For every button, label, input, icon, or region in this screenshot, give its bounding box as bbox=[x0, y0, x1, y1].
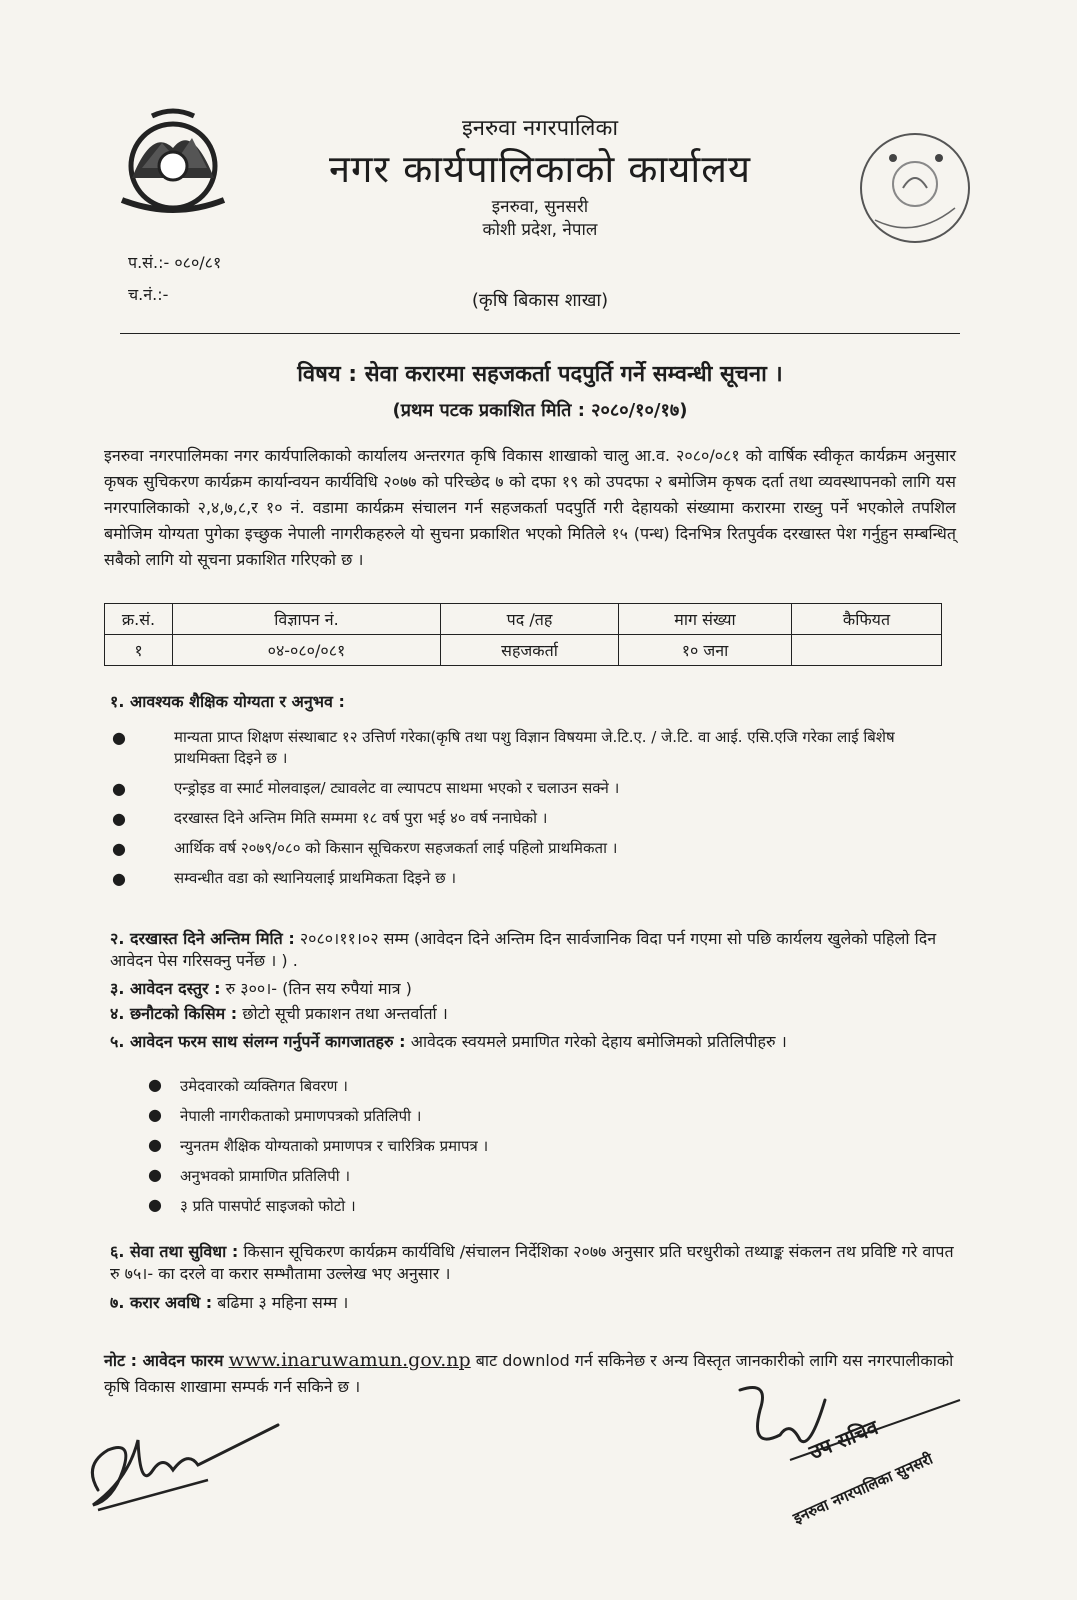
table-header: माग संख्या bbox=[619, 604, 792, 635]
list-item: ● सम्वन्धीत वडा को स्थानियलाई प्राथमिकता दिइने छ । bbox=[112, 869, 457, 888]
list-item: ● एन्ड्रोइड वा स्मार्ट मोलवाइल/ ट्यावलेट वा ल्यापटप साथमा भएको र चलाउन सक्ने । bbox=[112, 779, 620, 798]
documents-list bbox=[148, 1076, 908, 1226]
table-row bbox=[105, 635, 942, 666]
documents-label: ५. आवेदन फरम साथ संलग्न गर्नुपर्ने कागजातहरु : bbox=[110, 1032, 406, 1051]
table-header: पद /तह bbox=[441, 604, 619, 635]
selection-text: छोटो सूची प्रकाशन तथा अन्तर्वार्ता । bbox=[242, 1004, 448, 1023]
list-item: ● अनुभवको प्रामाणित प्रतिलिपी । bbox=[148, 1165, 351, 1185]
note-text: बाट downlod गर्न सकिनेछ र अन्य विस्तृत जानकारीको लागि यस नगरपालीकाको कृषि विकास शाखामा सम्पर्क गर्न सकिने छ । bbox=[104, 1351, 954, 1396]
bullet-icon: ● bbox=[148, 1135, 162, 1154]
patra-sankhya: प.सं.:- ०८०/८१ bbox=[128, 253, 222, 272]
vacancy-table bbox=[104, 603, 942, 666]
list-item: ● आर्थिक वर्ष २०७९/०८० को किसान सूचिकरण सहजकर्ता लाई पहिलो प्राथमिकता । bbox=[112, 839, 618, 858]
table-header: कैफियत bbox=[792, 604, 942, 635]
documents-text: आवेदक स्वयमले प्रमाणित गरेको देहाय बमोजिमको प्रतिलिपीहरु । bbox=[410, 1032, 787, 1051]
table-header: विज्ञापन नं. bbox=[173, 604, 441, 635]
bullet-icon: ● bbox=[112, 809, 126, 828]
selection-label: ४. छनौटको किसिम : bbox=[110, 1004, 238, 1023]
fee-text: रु ३००।- (तिन सय रुपैयां मात्र ) bbox=[225, 979, 412, 998]
website-link[interactable]: www.inaruwamun.gov.np bbox=[228, 1349, 471, 1371]
list-item: ● उमेदवारको व्यक्तिगत बिवरण । bbox=[148, 1075, 348, 1095]
published-date: (प्रथम पटक प्रकाशित मिति : २०८०/१०/१७) bbox=[392, 400, 688, 421]
bullet-icon: ● bbox=[148, 1165, 162, 1184]
stamp-title: उप सचिव bbox=[805, 1414, 882, 1465]
deadline-item bbox=[110, 928, 960, 972]
fee-item bbox=[110, 978, 960, 1000]
qualification-heading: १. आवश्यक शैक्षिक योग्यता र अनुभव : bbox=[110, 692, 345, 711]
qualification-list bbox=[112, 727, 952, 898]
list-item: ● मान्यता प्राप्त शिक्षण संस्थाबाट १२ उत्तिर्ण गरेका(कृषि तथा पशु विज्ञान विषयमा जे.टि.ए. / जे.टि. वा आई. एसि.एजि गरेका लाई बिशेष प्राथमिक्ता दिइने छ । bbox=[112, 728, 895, 767]
list-item: ● दरखास्त दिने अन्तिम मिति सम्ममा १८ वर्ष पुरा भई ४० वर्ष ननाघेको । bbox=[112, 809, 548, 828]
note-prefix: नोट : आवेदन फारम bbox=[104, 1351, 224, 1370]
deadline-text: २०८०।११।०२ सम्म (आवेदन दिने अन्तिम दिन सार्वजानिक विदा पर्न गएमा सो पछि कार्यलय खुलेको पहिलो दिन आवेदन पेस गरिसक्नु पर्नेछ । ) . bbox=[110, 929, 937, 970]
bullet-icon: ● bbox=[112, 839, 126, 858]
list-item: ● नेपाली नागरीकताको प्रमाणपत्रको प्रतिलिपी । bbox=[148, 1105, 422, 1125]
nepal-emblem-icon bbox=[112, 108, 234, 220]
table-cell: सहजकर्ता bbox=[441, 635, 619, 666]
table-cell: ०४-०८०/०८१ bbox=[173, 635, 441, 666]
fee-label: ३. आवेदन दस्तुर : bbox=[110, 979, 221, 998]
table-cell bbox=[792, 635, 942, 666]
left-signature bbox=[78, 1410, 288, 1520]
branch-name: (कृषि बिकास शाखा) bbox=[471, 290, 609, 311]
deadline-label: २. दरखास्त दिने अन्तिम मिति : bbox=[110, 929, 295, 948]
municipality-name: इनरुवा नगरपालिका bbox=[461, 116, 619, 141]
bullet-icon: ● bbox=[148, 1105, 162, 1124]
table-cell: १ bbox=[105, 635, 173, 666]
facility-text: किसान सूचिकरण कार्यक्रम कार्यविधि /संचालन निर्देशिका २०७७ अनुसार प्रति घरधुरीको तथ्याङ्क संकलन तथ प्रविष्टि गरे वापत रु ७५।- का दरले वा करार सम्भौतामा उल्लेख भए अनुसार । bbox=[110, 1242, 954, 1283]
table-cell: १० जना bbox=[619, 635, 792, 666]
bullet-icon: ● bbox=[112, 728, 126, 747]
contract-text: बढिमा ३ महिना सम्म । bbox=[217, 1293, 349, 1312]
chalani-number: च.नं.:- bbox=[128, 285, 169, 304]
bullet-icon: ● bbox=[148, 1195, 162, 1214]
bullet-icon: ● bbox=[148, 1075, 162, 1094]
intro-paragraph: इनरुवा नगरपालिमका नगर कार्यपालिकाको कार्यालय अन्तरगत कृषि विकास शाखाको चालु आ.व. २०८०/०८१ को वार्षिक स्वीकृत कार्यक्रम अनुसार कृषक सुचिकरण कार्यक्रम कार्यान्वयन कार्यविधि २०७७ को परिच्छेद ७ को दफा १९ को उपदफा २ बमोजिम कृषक दर्ता तथा व्यवस्थापनको लागि यस नगरपालिकाको २,४,७,८,र १० नं. वडामा कार्यक्रम संचालन गर्न सहजकर्ता पदपुर्ति गरी देहायको संख्यामा करारमा राख्नु पर्ने भएकोले तपशिल बमोजिम योग्यता पुगेका इच्छुक नेपाली नागरीकहरुले यो सुचना प्रकाशित भएको मितिले १५ (पन्ध) दिनभित्र रितपुर्वक दरखास्त पेश गर्नुहुन सम्बन्धित् सबैको लागि यो सूचना प्रकाशित गरिएको छ । bbox=[104, 446, 956, 569]
selection-item bbox=[110, 1003, 960, 1025]
list-item: ● न्युनतम शैक्षिक योग्यताको प्रमाणपत्र र चारित्रिक प्रमापत्र । bbox=[148, 1135, 489, 1155]
address-line: कोशी प्रदेश, नेपाल bbox=[482, 220, 598, 240]
header-divider bbox=[120, 333, 960, 334]
facility-item bbox=[110, 1241, 960, 1285]
office-name: नगर कार्यपालिकाको कार्यालय bbox=[328, 147, 752, 191]
notice-subject: विषय : सेवा करारमा सहजकर्ता पदपुर्ति गर्ने सम्वन्धी सूचना । bbox=[297, 362, 783, 387]
contract-label: ७. करार अवधि : bbox=[110, 1293, 213, 1312]
table-header-row bbox=[105, 604, 942, 635]
contract-item bbox=[110, 1292, 960, 1314]
municipality-seal-icon bbox=[855, 128, 975, 248]
documents-item bbox=[110, 1031, 960, 1053]
stamp-subtitle: इनरुवा नगरपालिका सुनसरी bbox=[790, 1449, 936, 1528]
list-item: ● ३ प्रति पासपोर्ट साइजको फोटो । bbox=[148, 1195, 356, 1215]
table-header: क्र.सं. bbox=[105, 604, 173, 635]
office-address bbox=[300, 196, 780, 242]
facility-label: ६. सेवा तथा सुविधा : bbox=[110, 1242, 239, 1261]
bullet-icon: ● bbox=[112, 779, 126, 798]
bullet-icon: ● bbox=[112, 869, 126, 888]
address-line: इनरुवा, सुनसरी bbox=[491, 197, 589, 217]
